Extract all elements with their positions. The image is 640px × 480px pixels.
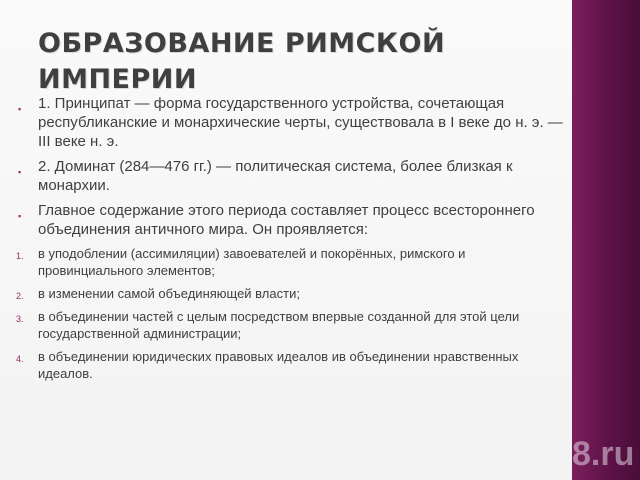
bullet-item <box>16 201 568 239</box>
bullet-item <box>16 157 568 195</box>
item-number: 4. <box>16 354 24 364</box>
numbered-item <box>16 245 568 279</box>
item-number: 3. <box>16 314 24 324</box>
numbered-item <box>16 285 568 302</box>
item-number: 2. <box>16 291 24 301</box>
bullet-text: 1. Принципат — форма государственного устройства, сочетающая республиканские и монархические черты, существовала в I веке до н. э. — III веке н. э. <box>38 95 563 150</box>
numbered-text: в объединении юридических правовых идеалов ив объединении нравственных идеалов. <box>38 349 519 381</box>
bullet-item <box>16 94 568 151</box>
title-line-2: ИМПЕРИИ <box>38 64 197 95</box>
bullet-icon: ▪ <box>18 167 22 177</box>
slide-title <box>38 26 445 98</box>
title-line-1: ОБРАЗОВАНИЕ РИМСКОЙ <box>38 28 446 59</box>
item-number: 1. <box>16 251 24 261</box>
bullet-text: Главное содержание этого периода составляет процесс всестороннего объединения античного мира. Он проявляется: <box>38 202 535 238</box>
site-watermark: 8.ru <box>572 435 635 473</box>
numbered-text: в уподоблении (ассимиляции) завоевателей и покорённых, римского и провинциального элементов; <box>38 246 466 278</box>
bullet-text: 2. Доминат (284—476 гг.) — политическая система, более близкая к монархии. <box>38 158 513 194</box>
numbered-item <box>16 348 568 382</box>
slide-body <box>16 94 568 388</box>
bullet-icon: ▪ <box>18 104 22 114</box>
bullet-icon: ▪ <box>18 211 22 221</box>
numbered-text: в изменении самой объединяющей власти; <box>38 286 300 301</box>
numbered-item <box>16 308 568 342</box>
numbered-text: в объединении частей с целым посредством впервые созданной для этой цели государственной администрации; <box>38 309 520 341</box>
side-accent-band <box>572 0 640 480</box>
